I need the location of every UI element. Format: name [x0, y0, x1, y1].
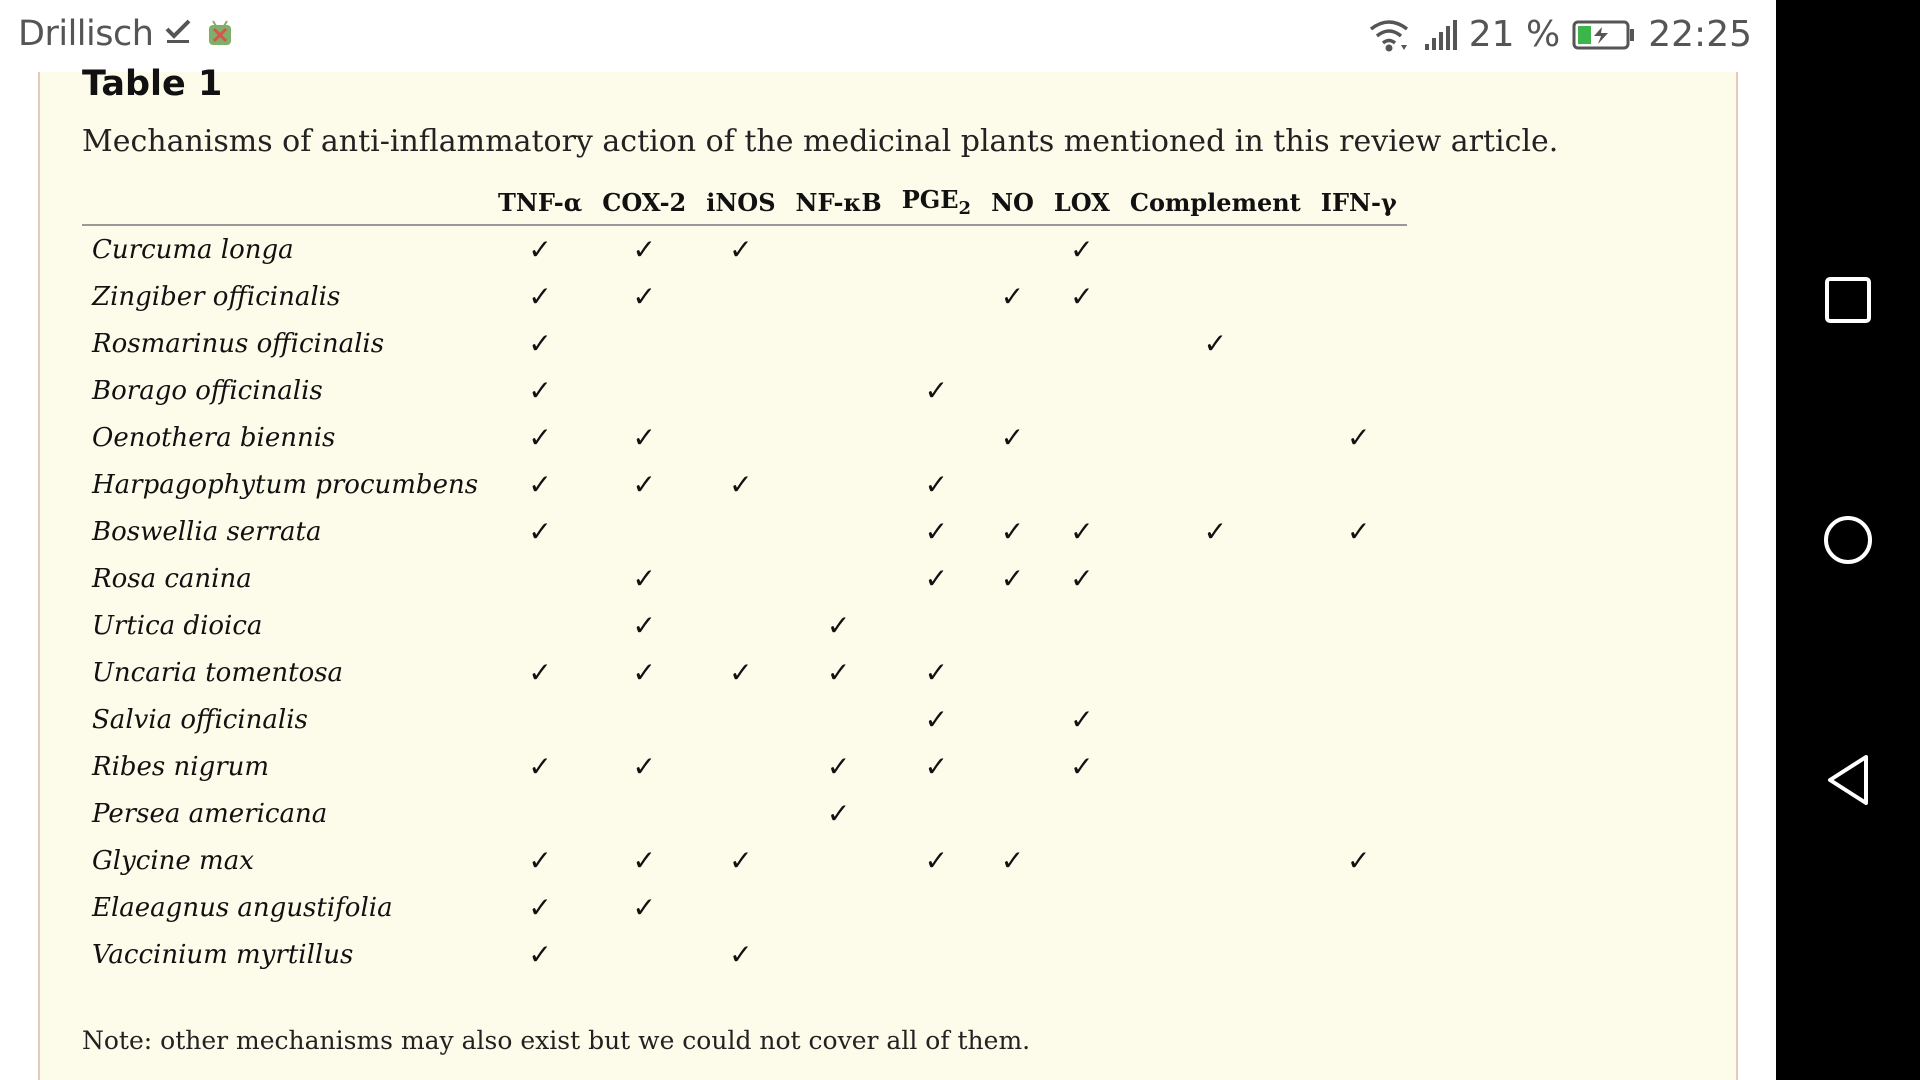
cell-no [981, 602, 1044, 649]
table-row [82, 931, 1407, 978]
check-mark-icon: ✓ [632, 280, 656, 313]
cell-no [981, 273, 1044, 320]
cell-pge2 [892, 884, 981, 931]
cell-complement [1120, 414, 1311, 461]
cell-lox [1044, 461, 1120, 508]
cell-inos [696, 320, 785, 367]
cell-complement [1120, 649, 1311, 696]
cell-pge2 [892, 225, 981, 273]
cell-complement [1120, 461, 1311, 508]
clock: 22:25 [1648, 14, 1752, 55]
cell-complement [1120, 696, 1311, 743]
table-row [82, 320, 1407, 367]
circle-icon [1822, 514, 1874, 566]
cell-lox [1044, 367, 1120, 414]
cell-inos [696, 414, 785, 461]
table-row [82, 696, 1407, 743]
column-header-ifn [1311, 180, 1407, 225]
cell-tnf [488, 225, 592, 273]
check-mark-icon: ✓ [729, 468, 753, 501]
cell-tnf [488, 931, 592, 978]
check-mark-icon: ✓ [632, 609, 656, 642]
cell-lox [1044, 225, 1120, 273]
cell-complement [1120, 555, 1311, 602]
column-header-pge2 [892, 180, 981, 225]
table-row [82, 508, 1407, 555]
cell-tnf [488, 790, 592, 837]
cell-ifn [1311, 837, 1407, 884]
cell-inos [696, 931, 785, 978]
check-mark-icon: ✓ [632, 891, 656, 924]
cell-inos [696, 696, 785, 743]
cell-tnf [488, 414, 592, 461]
column-header-label: iNOS [706, 187, 776, 217]
cell-inos [696, 273, 785, 320]
cell-no [981, 790, 1044, 837]
cell-no [981, 696, 1044, 743]
column-header-inos [696, 180, 785, 225]
cell-no [981, 884, 1044, 931]
cell-inos [696, 508, 785, 555]
column-header-label: Complement [1129, 187, 1301, 217]
check-mark-icon: ✓ [924, 844, 949, 877]
cell-lox [1044, 884, 1120, 931]
back-triangle-icon [1824, 753, 1872, 807]
table-row [82, 790, 1407, 837]
check-mark-icon: ✓ [632, 562, 656, 595]
cell-pge2 [892, 743, 981, 790]
mechanisms-table [82, 180, 1407, 978]
cell-tnf [488, 743, 592, 790]
cell-ifn [1311, 320, 1407, 367]
cell-inos [696, 884, 785, 931]
recents-button[interactable] [1818, 270, 1878, 330]
check-mark-icon: ✓ [1070, 515, 1094, 548]
cell-inos [696, 461, 785, 508]
cell-complement [1120, 508, 1311, 555]
column-header-label: COX-2 [602, 187, 687, 217]
cell-pge2 [892, 555, 981, 602]
download-done-icon [163, 15, 193, 53]
column-header-no [981, 180, 1044, 225]
check-mark-icon: ✓ [632, 844, 656, 877]
cell-no [981, 649, 1044, 696]
check-mark-icon: ✓ [1070, 750, 1094, 783]
check-mark-icon: ✓ [924, 656, 949, 689]
check-mark-icon: ✓ [1070, 703, 1094, 736]
check-mark-icon: ✓ [1203, 327, 1228, 360]
cell-inos [696, 602, 785, 649]
plant-name: Boswellia serrata [92, 516, 322, 547]
cell-inos [696, 367, 785, 414]
cell-inos [696, 555, 785, 602]
cell-pge2 [892, 790, 981, 837]
battery-percent: 21 % [1468, 14, 1561, 55]
status-bar [0, 0, 1776, 72]
check-mark-icon: ✓ [1070, 562, 1094, 595]
cell-tnf [488, 837, 592, 884]
cell-no [981, 743, 1044, 790]
cell-complement [1120, 367, 1311, 414]
plant-name: Rosmarinus officinalis [92, 328, 385, 359]
cell-nfkb [786, 649, 892, 696]
signal-icon [1423, 18, 1457, 52]
status-bar-right [1367, 14, 1752, 55]
cell-tnf [488, 696, 592, 743]
cell-cox2 [592, 884, 696, 931]
cell-tnf [488, 320, 592, 367]
cell-nfkb [786, 696, 892, 743]
cell-complement [1120, 273, 1311, 320]
cell-complement [1120, 743, 1311, 790]
status-bar-left [18, 14, 237, 54]
check-mark-icon: ✓ [528, 421, 552, 454]
cell-tnf [488, 508, 592, 555]
column-header-label: NO [991, 187, 1034, 217]
cell-tnf [488, 602, 592, 649]
cell-nfkb [786, 461, 892, 508]
check-mark-icon: ✓ [528, 374, 552, 407]
check-mark-icon: ✓ [1203, 515, 1228, 548]
check-mark-icon: ✓ [632, 468, 656, 501]
cell-complement [1120, 837, 1311, 884]
cell-lox [1044, 320, 1120, 367]
cell-cox2 [592, 931, 696, 978]
check-mark-icon: ✓ [1000, 421, 1025, 454]
check-mark-icon: ✓ [729, 233, 753, 266]
cell-no [981, 508, 1044, 555]
cell-nfkb [786, 837, 892, 884]
plant-name: Vaccinium myrtillus [92, 939, 354, 970]
wifi-icon [1367, 17, 1411, 53]
cell-lox [1044, 508, 1120, 555]
cell-no [981, 931, 1044, 978]
column-header-label: TNF-α [498, 187, 583, 217]
table-row [82, 555, 1407, 602]
cell-ifn [1311, 602, 1407, 649]
cell-complement [1120, 790, 1311, 837]
check-mark-icon: ✓ [528, 280, 552, 313]
cell-lox [1044, 602, 1120, 649]
cell-tnf [488, 555, 592, 602]
cell-ifn [1311, 367, 1407, 414]
cell-inos [696, 649, 785, 696]
check-mark-icon: ✓ [729, 938, 753, 971]
table-title: Table 1 [82, 64, 223, 104]
cell-no [981, 367, 1044, 414]
cell-nfkb [786, 602, 892, 649]
plant-name: Curcuma longa [92, 234, 294, 265]
table-header-row [82, 180, 1407, 225]
check-mark-icon: ✓ [924, 515, 949, 548]
column-header-label: PGE [901, 185, 959, 215]
check-mark-icon: ✓ [826, 609, 851, 642]
cell-pge2 [892, 696, 981, 743]
cell-pge2 [892, 273, 981, 320]
cell-complement [1120, 602, 1311, 649]
cell-tnf [488, 273, 592, 320]
cell-nfkb [786, 367, 892, 414]
check-mark-icon: ✓ [528, 656, 552, 689]
cell-ifn [1311, 743, 1407, 790]
column-header-label: LOX [1053, 187, 1110, 217]
cell-inos [696, 837, 785, 884]
check-mark-icon: ✓ [826, 797, 851, 830]
cell-nfkb [786, 508, 892, 555]
cell-pge2 [892, 320, 981, 367]
check-mark-icon: ✓ [826, 750, 851, 783]
table-row [82, 884, 1407, 931]
check-mark-icon: ✓ [1347, 515, 1371, 548]
check-mark-icon: ✓ [1070, 233, 1094, 266]
cell-ifn [1311, 225, 1407, 273]
check-mark-icon: ✓ [632, 421, 656, 454]
cell-nfkb [786, 743, 892, 790]
table-row [82, 602, 1407, 649]
cell-ifn [1311, 414, 1407, 461]
cell-nfkb [786, 790, 892, 837]
cell-ifn [1311, 931, 1407, 978]
article-content [38, 64, 1738, 1080]
cell-pge2 [892, 461, 981, 508]
check-mark-icon: ✓ [528, 468, 552, 501]
plant-name: Urtica dioica [92, 610, 263, 641]
cell-ifn [1311, 555, 1407, 602]
cell-ifn [1311, 649, 1407, 696]
cell-cox2 [592, 225, 696, 273]
cell-inos [696, 743, 785, 790]
column-header-cox2 [592, 180, 696, 225]
cell-pge2 [892, 602, 981, 649]
table-body [82, 225, 1407, 978]
plant-name: Uncaria tomentosa [92, 657, 344, 688]
column-header-nfkb [786, 180, 892, 225]
plant-name: Elaeagnus angustifolia [92, 892, 393, 923]
android-debug-icon [203, 17, 237, 51]
cell-tnf [488, 461, 592, 508]
cell-no [981, 461, 1044, 508]
check-mark-icon: ✓ [1000, 844, 1025, 877]
plant-name: Persea americana [92, 798, 328, 829]
column-header-complement [1120, 180, 1311, 225]
column-header-subscript: 2 [958, 197, 972, 219]
cell-pge2 [892, 649, 981, 696]
table-row [82, 367, 1407, 414]
cell-lox [1044, 273, 1120, 320]
carrier-name: Drillisch [18, 14, 154, 54]
check-mark-icon: ✓ [729, 656, 753, 689]
check-mark-icon: ✓ [632, 233, 656, 266]
check-mark-icon: ✓ [528, 750, 552, 783]
cell-nfkb [786, 225, 892, 273]
cell-lox [1044, 743, 1120, 790]
check-mark-icon: ✓ [632, 656, 656, 689]
check-mark-icon: ✓ [528, 327, 552, 360]
check-mark-icon: ✓ [528, 515, 552, 548]
cell-tnf [488, 884, 592, 931]
cell-inos [696, 790, 785, 837]
table-row [82, 461, 1407, 508]
cell-no [981, 837, 1044, 884]
cell-no [981, 555, 1044, 602]
table-row [82, 837, 1407, 884]
cell-cox2 [592, 273, 696, 320]
plant-name: Ribes nigrum [92, 751, 270, 782]
cell-tnf [488, 367, 592, 414]
cell-no [981, 225, 1044, 273]
cell-nfkb [786, 414, 892, 461]
table-row [82, 743, 1407, 790]
cell-pge2 [892, 931, 981, 978]
plant-name: Glycine max [92, 845, 254, 876]
table-caption: Mechanisms of anti-inflammatory action of the medicinal plants mentioned in this review article. [82, 124, 1559, 159]
cell-cox2 [592, 649, 696, 696]
check-mark-icon: ✓ [924, 703, 949, 736]
column-header-label: IFN-γ [1320, 187, 1397, 217]
cell-ifn [1311, 696, 1407, 743]
plant-name: Borago officinalis [92, 375, 323, 406]
cell-cox2 [592, 508, 696, 555]
cell-lox [1044, 414, 1120, 461]
plant-name: Harpagophytum procumbens [92, 469, 479, 500]
navigation-bar [1776, 0, 1920, 1080]
cell-tnf [488, 649, 592, 696]
table-row [82, 649, 1407, 696]
cell-nfkb [786, 931, 892, 978]
cell-inos [696, 225, 785, 273]
cell-cox2 [592, 696, 696, 743]
cell-pge2 [892, 837, 981, 884]
plant-name: Zingiber officinalis [92, 281, 341, 312]
cell-ifn [1311, 273, 1407, 320]
check-mark-icon: ✓ [1000, 562, 1025, 595]
cell-cox2 [592, 320, 696, 367]
cell-cox2 [592, 837, 696, 884]
check-mark-icon: ✓ [1000, 280, 1025, 313]
check-mark-icon: ✓ [729, 844, 753, 877]
column-header-lox [1044, 180, 1120, 225]
check-mark-icon: ✓ [1347, 844, 1371, 877]
cell-cox2 [592, 602, 696, 649]
plant-name: Rosa canina [92, 563, 252, 594]
cell-ifn [1311, 884, 1407, 931]
plant-column-header [82, 180, 488, 225]
cell-lox [1044, 790, 1120, 837]
cell-ifn [1311, 790, 1407, 837]
table-row [82, 414, 1407, 461]
check-mark-icon: ✓ [1347, 421, 1371, 454]
cell-cox2 [592, 743, 696, 790]
check-mark-icon: ✓ [826, 656, 851, 689]
column-header-tnf [488, 180, 592, 225]
check-mark-icon: ✓ [528, 233, 552, 266]
cell-lox [1044, 555, 1120, 602]
cell-pge2 [892, 508, 981, 555]
cell-nfkb [786, 884, 892, 931]
plant-name: Oenothera biennis [92, 422, 336, 453]
cell-cox2 [592, 461, 696, 508]
plant-name: Salvia officinalis [92, 704, 308, 735]
table-row [82, 273, 1407, 320]
cell-complement [1120, 320, 1311, 367]
check-mark-icon: ✓ [924, 750, 949, 783]
check-mark-icon: ✓ [1070, 280, 1094, 313]
cell-complement [1120, 931, 1311, 978]
cell-cox2 [592, 555, 696, 602]
cell-cox2 [592, 414, 696, 461]
check-mark-icon: ✓ [924, 562, 949, 595]
check-mark-icon: ✓ [528, 844, 552, 877]
check-mark-icon: ✓ [632, 750, 656, 783]
cell-no [981, 414, 1044, 461]
cell-no [981, 320, 1044, 367]
cell-nfkb [786, 273, 892, 320]
cell-ifn [1311, 461, 1407, 508]
check-mark-icon: ✓ [924, 374, 949, 407]
cell-lox [1044, 649, 1120, 696]
check-mark-icon: ✓ [1000, 515, 1025, 548]
cell-complement [1120, 884, 1311, 931]
cell-cox2 [592, 367, 696, 414]
cell-complement [1120, 225, 1311, 273]
check-mark-icon: ✓ [528, 938, 552, 971]
check-mark-icon: ✓ [924, 468, 949, 501]
back-button[interactable] [1818, 750, 1878, 810]
column-header-label: NF-κB [795, 187, 882, 217]
cell-lox [1044, 696, 1120, 743]
cell-nfkb [786, 320, 892, 367]
cell-cox2 [592, 790, 696, 837]
check-mark-icon: ✓ [528, 891, 552, 924]
cell-lox [1044, 931, 1120, 978]
square-icon [1824, 276, 1872, 324]
cell-ifn [1311, 508, 1407, 555]
cell-lox [1044, 837, 1120, 884]
battery-charging-icon [1572, 19, 1636, 51]
home-button[interactable] [1818, 510, 1878, 570]
cell-pge2 [892, 367, 981, 414]
cell-nfkb [786, 555, 892, 602]
table-note: Note: other mechanisms may also exist but we could not cover all of them. [82, 1026, 1031, 1055]
table-row [82, 225, 1407, 273]
cell-pge2 [892, 414, 981, 461]
